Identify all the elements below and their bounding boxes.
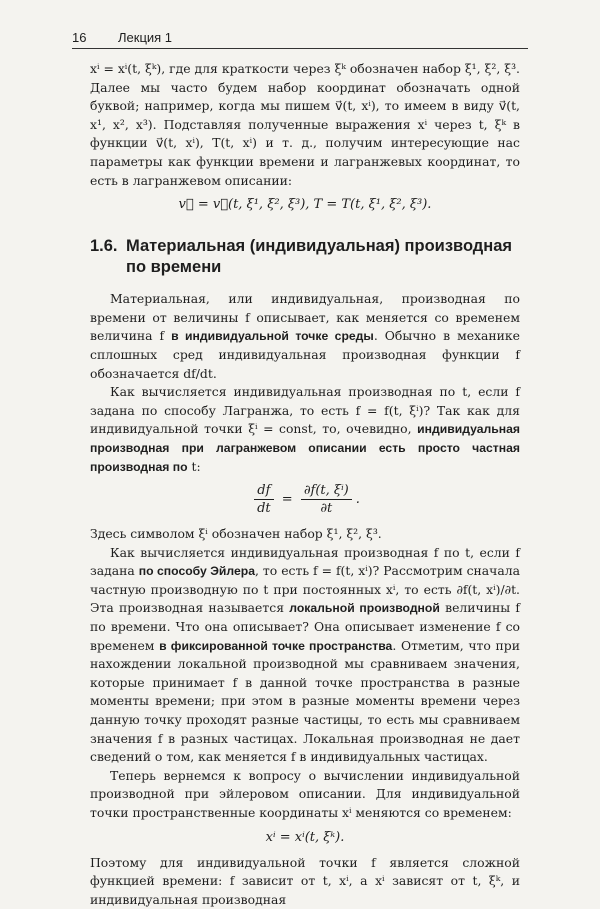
fraction-df-dt: $\frac{df}{dt}$ bbox=[254, 483, 274, 516]
fraction-partial: $\frac{\text{∂f(t, ξⁱ)}}{\partial t}$ bbox=[301, 483, 352, 516]
section-title: Материальная (индивидуальная) производная по времени bbox=[126, 237, 513, 277]
running-title: Лекция 1 bbox=[118, 30, 173, 45]
section-number: 1.6. bbox=[90, 237, 118, 256]
page-header bbox=[72, 28, 528, 49]
section-heading bbox=[90, 236, 520, 278]
formula-coordinates: xⁱ = xⁱ(t, ξᵏ). bbox=[265, 829, 345, 845]
paragraph-lagrange: Как вычисляется индивидуальная производная по t, если f задана по способу Лагранжа, то есть f = f(t, ξⁱ)? Так как для индивидуальной точки ξⁱ = const, то, очевидно, индивидуальная производная при лагранжевом описании есть просто частная производная по t: bbox=[90, 384, 520, 474]
paragraph-euler: Как вычисляется индивидуальная производная f по t, если f задана по способу Эйлера, то есть f = f(t, xⁱ)? Рассмотрим сначала частную производную по t при постоянных xⁱ, то есть ∂f(t, xⁱ)/∂t. Эта производная называется локальной производной величины f по времени. Что она описывает? Она описывает изменение f со временем в фиксированной точке пространства. Отметим, что при нахождении локальной производной мы сравниваем значения, которые принимает f в данной точке пространства в разные моменты времени; при этом в разные моменты времени через данную точку проходят разные частицы, то есть мы сравниваем значения f в разных частицах. Локальная производная не дает сведений о том, как меняется f в индивидуальных частицах. bbox=[90, 544, 521, 765]
formula-lagrangian-params: v⃗ = v⃗(t, ξ¹, ξ², ξ³), T = T(t, ξ¹, ξ², ξ³). bbox=[178, 197, 432, 213]
paragraph-complex-function: Поэтому для индивидуальной точки f является сложной функцией времени: f зависит от t, xⁱ, а xⁱ зависят от t, ξᵏ, и индивидуальная производная bbox=[90, 854, 520, 907]
page-number: 16 bbox=[72, 30, 87, 45]
paragraph-intro: xⁱ = xⁱ(t, ξᵏ), где для краткости через ξᵏ обозначен набор ξ¹, ξ², ξ³. Далее мы часто будем набор координат обозначать одной буквой; например, когда мы пишем v⃗(t, xⁱ), то имеем в виду v⃗(t, x¹, x², x³). Подставляя полученные выражения xⁱ через t, ξᵏ в функции v⃗(t, xⁱ), T(t, xⁱ) и т. д., получим интересующие нас параметры как функции времени и лагранжевых координат, то есть в лагранжевом описании: bbox=[90, 61, 520, 188]
page-body bbox=[90, 60, 520, 909]
paragraph-symbol-note: Здесь символом ξⁱ обозначен набор ξ¹, ξ², ξ³. bbox=[90, 526, 382, 542]
paragraph-definition: Материальная, или индивидуальная, производная по времени от величины f описывает, как меняется со временем величина f в индивидуальной точке среды. Обычно в механике сплошных сред индивидуальная производная функции f обозначается df/dt. bbox=[90, 291, 521, 381]
formula-derivative: $\frac{df}{dt}$ = $\frac{\text{∂f(t, ξⁱ)}}{\partial t}$ . bbox=[90, 483, 520, 516]
paragraph-return: Теперь вернемся к вопросу о вычислении индивидуальной производной при эйлеровом описании. Для индивидуальной точки пространственные координаты xⁱ меняются со временем: bbox=[90, 767, 520, 820]
